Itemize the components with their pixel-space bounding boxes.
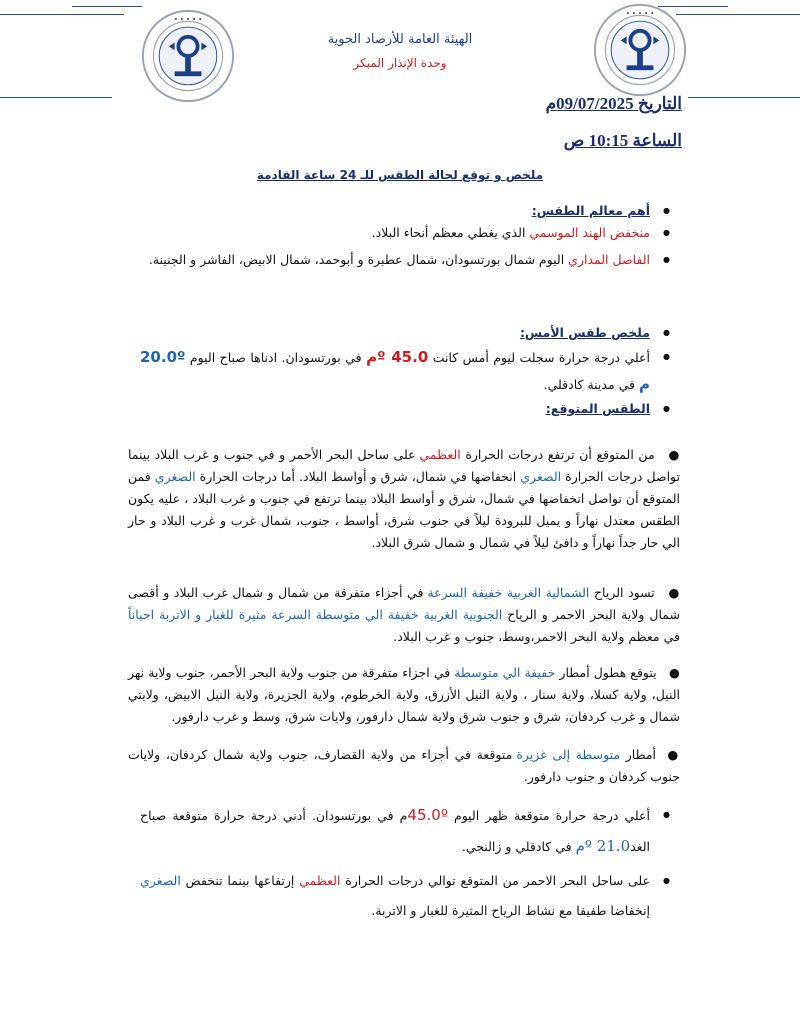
forecast-p6-text-a: على ساحل البحر الاحمر من المتوقع توالي درجات الحرارة [340, 873, 650, 888]
header-rule-bottom-left [0, 97, 112, 98]
forecast-wind-paragraph [128, 582, 680, 648]
forecast-p4-intensity: متوسطة إلى غزيرة [516, 747, 621, 762]
meteorological-authority-logo-right [592, 2, 688, 98]
forecast-rain-paragraph [128, 662, 680, 728]
itcz-text: اليوم شمال بورتسودان، شمال عطبرة و أبوحمد، شمال الابيض، الفاشر و الجنينة. [148, 252, 569, 267]
bullet-icon: ● [656, 665, 680, 680]
forecast-p6-min-label: الصغري [140, 873, 181, 888]
forecast-temps-section [140, 800, 672, 926]
forecast-p1-text-d: فمن المتوقع أن تواصل انخفاضها في شمال، شرق و أواسط البلاد بينما ترتفع في جنوب و غرب البلاد ، عليه يكون الطقس معتدل نهاراً و يميل للبرودة ليلاً في جنوب شرق، أواسط ، جنوب، شمال غرب و غرب البلاد و حار الي حار جداً نهاراً و دافئ ليلاً في شمال و شمال شرق البلاد. [128, 469, 680, 550]
yesterday-temps-item [140, 344, 672, 398]
forecast-p1-min-label-1: الصغري [520, 469, 562, 484]
forecast-red-sea-item [140, 866, 672, 926]
unit-name: وحدة الإنذار المبكر [353, 56, 447, 70]
forecast-temperature-paragraph [128, 444, 680, 554]
svg-text:• • • • •: • • • • • [173, 15, 203, 24]
forecast-min-temp: 21.0 ºم [575, 837, 631, 855]
features-heading-item [140, 200, 672, 222]
forecast-max-temp: 45.0º [407, 806, 448, 824]
bullet-icon: ● [656, 747, 680, 762]
forecast-p3-intensity: خفيفة الي متوسطة [454, 665, 556, 680]
forecast-heading-item [140, 398, 672, 420]
bullet-icon: ● [654, 447, 680, 462]
header-rule-mid-right [676, 14, 800, 15]
forecast-p6-text-c: إنخفاضا طفيفا مع نشاط الرياح المثيرة للغبار و الاتربة. [371, 903, 650, 918]
forecast-p1-max-label: العظمي [419, 447, 461, 462]
forecast-p5-text-a: أعلي درجة حرارة متوقعة ظهر اليوم [447, 808, 650, 823]
forecast-heading-block [140, 398, 672, 420]
forecast-p5-text-c: في كادقلي و زالنجي. [461, 839, 576, 854]
feature-item-itcz [140, 249, 672, 271]
report-time: الساعة 10:15 ص [563, 131, 682, 150]
forecast-temps-item [140, 800, 672, 862]
forecast-p6-max-label: العظمي [299, 873, 341, 888]
forecast-p1-text-a: من المتوقع أن ترتفع درجات الحرارة [460, 447, 655, 462]
yesterday-min-temp: 20.0º م [140, 348, 650, 393]
report-date: التاريخ 09/07/2025م [545, 94, 682, 113]
features-section [140, 200, 672, 271]
forecast-p5-text-b: م في بورتسودان. أدني درجة حرارة متوقعة صباح الغد [140, 808, 650, 854]
forecast-p2-text-c: في معظم ولاية البحر الاحمر،وسط، جنوب و غرب البلاد. [393, 629, 680, 644]
monsoon-low-label: منخفض الهند الموسمي [529, 225, 650, 240]
organization-name: الهيئة العامة للأرصاد الجوية [327, 32, 473, 47]
forecast-p2-nw-winds: الشمالية الغربية خفيفة السرعة [427, 585, 590, 600]
yesterday-text-3: في مدينة كادقلي. [543, 377, 639, 392]
forecast-p4-text-b: متوقعة في أجزاء من ولاية القضارف، جنوب ولاية شمال كردفان، ولايات جنوب كردفان و جنوب دارفور. [128, 747, 680, 784]
header-rule-mid-left [0, 14, 124, 15]
forecast-p1-text-c: انخفاضها في شمال، شرق و أواسط البلاد. أما درجات الحرارة [195, 469, 521, 484]
yesterday-section [140, 322, 672, 398]
bullet-icon: ● [654, 585, 681, 600]
forecast-p2-sw-winds: الجنوبية الغربية خفيفة الي متوسطة السرعة مثيرة للغبار و الاتربة احياناً [128, 607, 503, 622]
document-title: ملخص و توقع لحالة الطقس للـ 24 ساعة القادمة [256, 168, 544, 182]
forecast-p2-text-a: تسود الرياح [589, 585, 655, 600]
forecast-p6-text-b: إرتفاعها بينما تنخفض [180, 873, 300, 888]
yesterday-max-temp: 45.0 ºم [366, 348, 429, 366]
monsoon-low-text: الذي يغطي معظم أنحاء البلاد. [371, 225, 530, 240]
itcz-label: الفاصل المداري [568, 252, 650, 267]
svg-text:• • • • •: • • • • • [625, 9, 655, 18]
forecast-p3-text-a: يتوقع هطول أمطار [555, 665, 657, 680]
header-rule-top-left [72, 6, 142, 7]
forecast-p1-text-b: على ساحل البحر الأحمر و في جنوب و غرب البلاد بينما تواصل درجات الحرارة [128, 447, 680, 484]
yesterday-heading: ملخص طقس الأمس: [519, 325, 650, 340]
header-rule-bottom-right [688, 97, 800, 98]
forecast-p2-text-b: في أجزاء متفرقة من شمال و شمال غرب البلاد و أقصى شمال ولاية البحر الاحمر و الرياح [128, 585, 680, 622]
forecast-heading: الطقس المتوقع: [545, 401, 650, 416]
yesterday-text-2: في بورتسودان. ادناها صباح اليوم [185, 350, 367, 365]
features-heading: أهم معالم الطقس: [531, 203, 650, 218]
yesterday-heading-item [140, 322, 672, 344]
forecast-heavy-rain-paragraph [128, 744, 680, 788]
forecast-p1-min-label-2: الصغري [154, 469, 196, 484]
forecast-p4-text-a: أمطار [620, 747, 657, 762]
forecast-p3-text-b: في اجزاء متفرقة من جنوب ولاية البحر الأحمر، جنوب ولاية نهر النيل، ولاية كسلا، ولاية سنار ، ولاية النيل الأزرق، ولاية الخرطوم، ولاية الجزيرة، ولاية النيل الابيض، ولايتي شمال و غرب كردفان، شرق و جنوب شرق ولاية شمال دارفور، ولايات شرق، وسط و غرب دارفور. [128, 665, 680, 724]
feature-item-monsoon-low [140, 222, 672, 244]
yesterday-text-1: أعلي درجة حرارة سجلت ليوم أمس كانت [428, 350, 650, 365]
